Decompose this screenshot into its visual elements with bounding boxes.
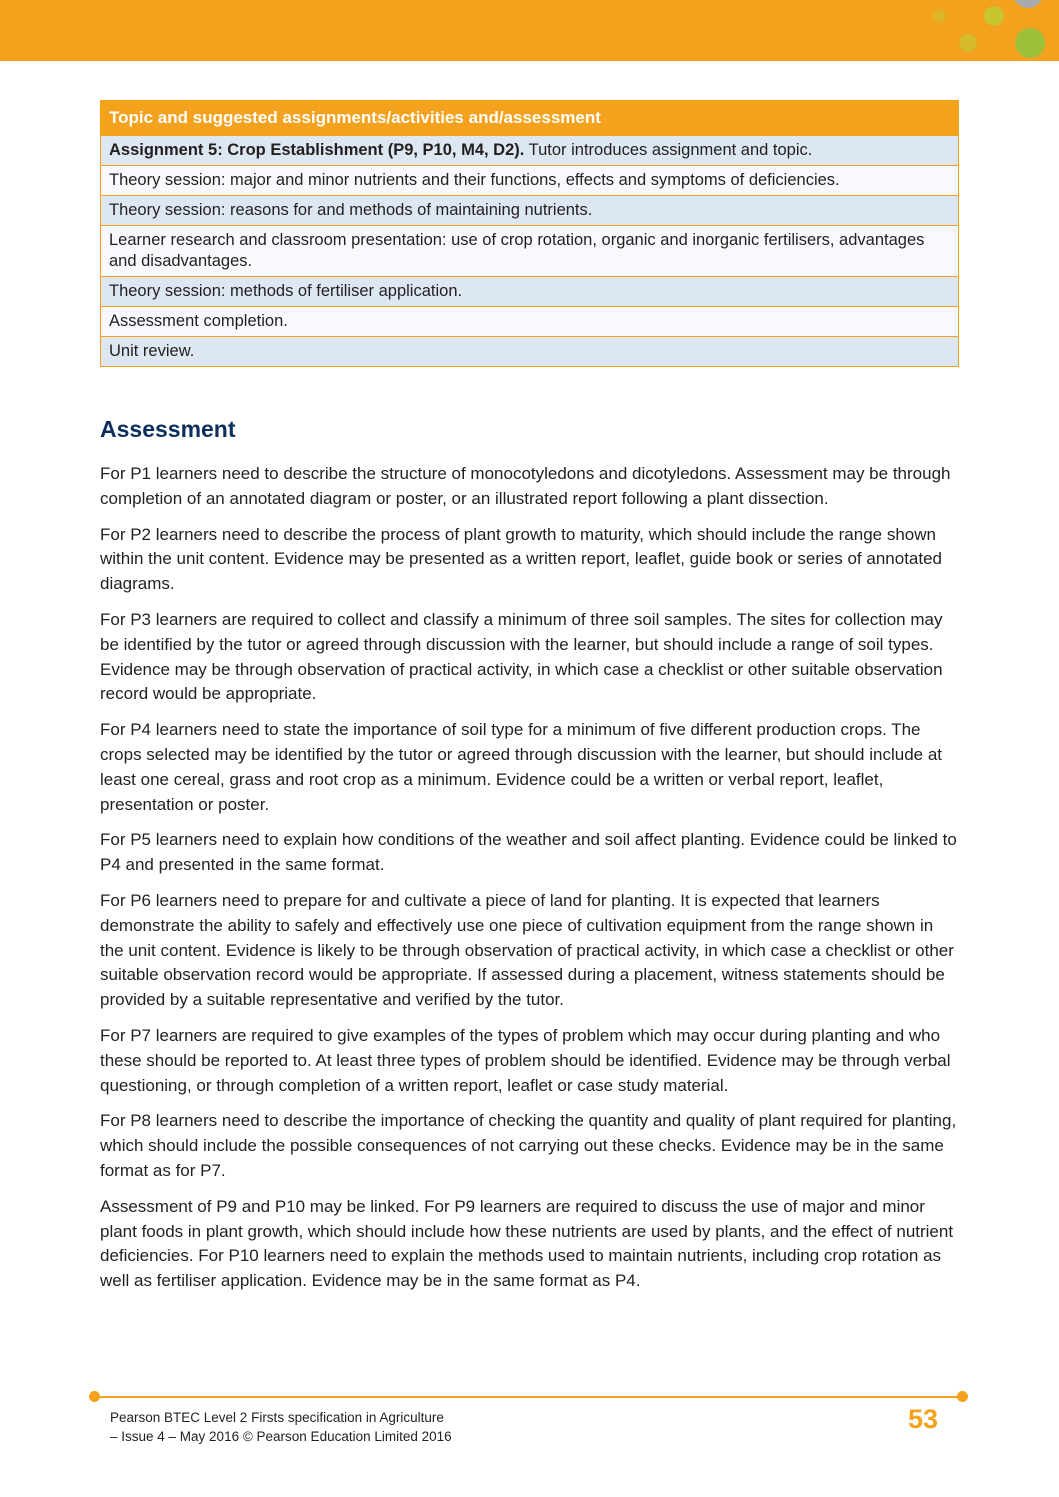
table-row [101, 277, 959, 307]
footer-divider [96, 1396, 963, 1398]
footer-line-2: – Issue 4 – May 2016 © Pearson Education Limited 2016 [110, 1429, 452, 1444]
paragraph: For P3 learners are required to collect and classify a minimum of three soil samples. The sites for collection may be identified by the tutor or agreed through discussion with the learner, but should include a range of soil types. Evidence may be through observation of practical activity, in which case a checklist or other suitable observation record would be appropriate. [100, 609, 943, 704]
section-title: Assessment [100, 416, 236, 442]
footer-dot [957, 1391, 968, 1402]
table-cell: Assessment completion. [101, 307, 959, 337]
decorative-circle [1015, 28, 1045, 58]
paragraph: For P6 learners need to prepare for and cultivate a piece of land for planting. It is expected that learners demonstrate the ability to safely and effectively use one piece of cultivation equipment from the range shown in the unit content. Evidence is likely to be through observation of practical activity, in which case a checklist or other suitable observation record would be appropriate. If assessed during a placement, witness statements should be provided by a suitable representative and verified by the tutor. [100, 890, 954, 1010]
paragraph: Assessment of P9 and P10 may be linked. For P9 learners are required to discuss the use of major and minor plant foods in plant growth, which should include how these nutrients are used by plants, and the effect of nutrient deficiencies. For P10 learners need to explain the methods used to maintain nutrients, including crop rotation as well as fertiliser application. Evidence may be in the same format as P4. [100, 1196, 954, 1291]
page-number: 53 [908, 1404, 939, 1434]
table-cell: Theory session: major and minor nutrients and their functions, effects and symptoms of deficiencies. [101, 166, 959, 196]
footer-text [110, 1408, 452, 1446]
table-row [101, 226, 959, 277]
decorative-circle [1013, 0, 1043, 8]
paragraph: For P7 learners are required to give examples of the types of problem which may occur during planting and who these should be reported to. At least three types of problem should be identified. Evidence may be through verbal questioning, or through completion of a written report, leaflet or case study material. [100, 1025, 951, 1095]
header-band [0, 0, 1059, 61]
table-cell: Theory session: methods of fertiliser application. [101, 277, 959, 307]
footer-line-1: Pearson BTEC Level 2 Firsts specification in Agriculture [110, 1410, 444, 1425]
decorative-circle [932, 9, 946, 23]
assignment-title: Assignment 5: Crop Establishment (P9, P10, M4, D2). [109, 141, 525, 159]
decorative-circle [984, 6, 1004, 26]
table-cell: Learner research and classroom presentation: use of crop rotation, organic and inorganic fertilisers, advantages and disadvantages. [101, 226, 959, 277]
topic-table [100, 100, 959, 367]
table-header: Topic and suggested assignments/activities and/assessment [101, 101, 959, 136]
paragraph: For P1 learners need to describe the structure of monocotyledons and dicotyledons. Assessment may be through completion of an annotated diagram or poster, or an illustrated report following a plant dissection. [100, 464, 951, 508]
table-cell: Theory session: reasons for and methods of maintaining nutrients. [101, 196, 959, 226]
table-row [101, 196, 959, 226]
paragraph: For P4 learners need to state the importance of soil type for a minimum of five different production crops. The crops selected may be identified by the tutor or agreed through discussion with the learner, but should include at least one cereal, grass and root crop as a minimum. Evidence could be a written or verbal report, leaflet, presentation or poster. [100, 720, 943, 814]
table-cell [101, 136, 959, 166]
decorative-circle [959, 34, 977, 52]
assessment-body [100, 462, 960, 1305]
paragraph: For P2 learners need to describe the process of plant growth to maturity, which should include the range shown within the unit content. Evidence may be presented as a written report, leaflet, guide book or series of annotated diagrams. [100, 524, 943, 594]
table-cell: Unit review. [101, 337, 959, 367]
paragraph: For P5 learners need to explain how conditions of the weather and soil affect planting. Evidence could be linked to P4 and presented in the same format. [100, 830, 957, 875]
table-row [101, 136, 959, 166]
table-row [101, 307, 959, 337]
table-row [101, 337, 959, 367]
cell-text: Tutor introduces assignment and topic. [524, 141, 813, 159]
table-row [101, 166, 959, 196]
paragraph: For P8 learners need to describe the importance of checking the quantity and quality of plant required for planting, which should include the possible consequences of not carrying out these checks. Evidence may be in the same format as for P7. [100, 1111, 957, 1180]
